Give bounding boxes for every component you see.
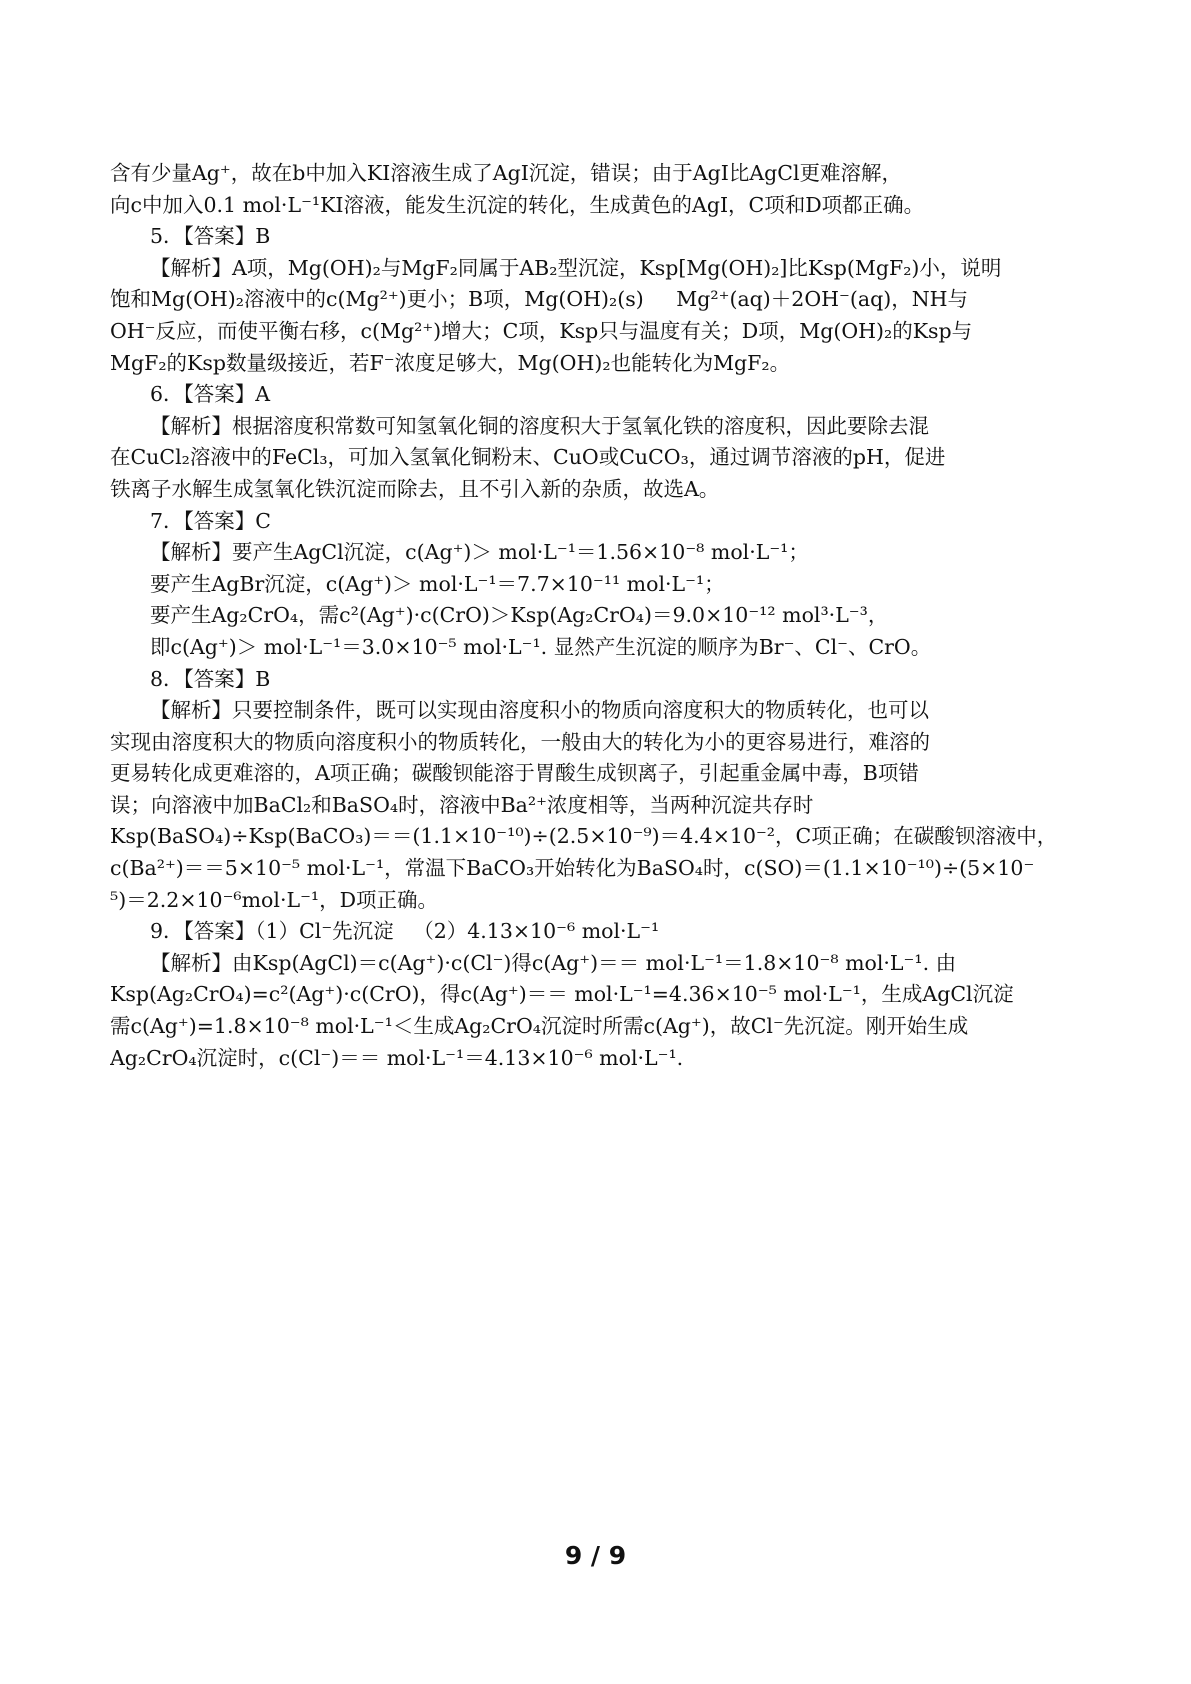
text-line: Ksp(BaSO₄)÷Ksp(BaCO₃)＝＝(1.1×10⁻¹⁰)÷(2.5×10⁻⁹)＝4.4×10⁻²，C项正确；在碳酸钡溶液中， [110, 824, 1058, 849]
text-line: ⁵)＝2.2×10⁻⁶mol·L⁻¹，D项正确。 [110, 887, 439, 912]
answer-heading: 5．【答案】B [150, 224, 271, 249]
text-line: 向c中加入0.1 mol·L⁻¹KI溶液，能发生沉淀的转化，生成黄色的AgI，C项和D项都正确。 [110, 192, 925, 217]
text-line: OH⁻反应，而使平衡右移，c(Mg²⁺)增大；C项，Ksp只与温度有关；D项，Mg(OH)₂的Ksp与 [110, 318, 973, 343]
analysis-line: 【解析】A项，Mg(OH)₂与MgF₂同属于AB₂型沉淀，Ksp[Mg(OH)₂]比Ksp(MgF₂)小，说明 [150, 255, 1002, 280]
text-line: 含有少量Ag⁺，故在b中加入KI溶液生成了AgI沉淀，错误；由于AgI比AgCl更难溶解， [110, 161, 903, 185]
answer-heading: 7．【答案】C [150, 508, 271, 533]
text-line: 误；向溶液中加BaCl₂和BaSO₄时，溶液中Ba²⁺浓度相等，当两种沉淀共存时 [110, 792, 814, 817]
document-body [110, 158, 1090, 1074]
page-number: 9 / 9 [564, 1541, 627, 1570]
text-line: 要产生AgBr沉淀，c(Ag⁺)＞ mol·L⁻¹＝7.7×10⁻¹¹ mol·L⁻¹； [150, 571, 725, 596]
analysis-line: 【解析】要产生AgCl沉淀，c(Ag⁺)＞ mol·L⁻¹＝1.56×10⁻⁸ mol·L⁻¹； [150, 540, 809, 565]
text-line: 在CuCl₂溶液中的FeCl₃，可加入氢氧化铜粉末、CuO或CuCO₃，通过调节溶液的pH，促进 [110, 445, 946, 470]
answer-heading: 6．【答案】A [150, 382, 271, 407]
text-line: 需c(Ag⁺)=1.8×10⁻⁸ mol·L⁻¹＜生成Ag₂CrO₄沉淀时所需c(Ag⁺)，故Cl⁻先沉淀。刚开始生成 [110, 1014, 969, 1039]
text-line: 实现由溶度积大的物质向溶度积小的物质转化，一般由大的转化为小的更容易进行，难溶的 [110, 729, 930, 754]
analysis-line: 【解析】根据溶度积常数可知氢氧化铜的溶度积大于氢氧化铁的溶度积，因此要除去混 [150, 413, 929, 438]
analysis-line: 【解析】由Ksp(AgCl)＝c(Ag⁺)·c(Cl⁻)得c(Ag⁺)＝＝ mol·L⁻¹＝1.8×10⁻⁸ mol·L⁻¹. 由 [150, 950, 957, 975]
text-line: 要产生Ag₂CrO₄，需c²(Ag⁺)·c(CrO)＞Ksp(Ag₂CrO₄)＝9.0×10⁻¹² mol³·L⁻³， [150, 603, 889, 628]
text-line: Ag₂CrO₄沉淀时，c(Cl⁻)＝＝ mol·L⁻¹＝4.13×10⁻⁶ mol·L⁻¹. [110, 1045, 684, 1070]
text-line: 更易转化成更难溶的，A项正确；碳酸钡能溶于胃酸生成钡离子，引起重金属中毒，B项错 [110, 761, 919, 786]
text-line: Ksp(Ag₂CrO₄)=c²(Ag⁺)·c(CrO)，得c(Ag⁺)＝＝ mol·L⁻¹=4.36×10⁻⁵ mol·L⁻¹，生成AgCl沉淀 [110, 982, 1014, 1007]
text-line: MgF₂的Ksp数量级接近，若F⁻浓度足够大，Mg(OH)₂也能转化为MgF₂。 [110, 350, 791, 375]
text-line: 铁离子水解生成氢氧化铁沉淀而除去，且不引入新的杂质，故选A。 [110, 476, 720, 501]
text-line: c(Ba²⁺)＝＝5×10⁻⁵ mol·L⁻¹，常温下BaCO₃开始转化为BaSO₄时，c(SO)＝(1.1×10⁻¹⁰)÷(5×10⁻ [110, 856, 1035, 881]
text-line: 即c(Ag⁺)＞ mol·L⁻¹＝3.0×10⁻⁵ mol·L⁻¹. 显然产生沉淀的顺序为Br⁻、Cl⁻、CrO。 [150, 634, 932, 659]
analysis-line: 【解析】只要控制条件，既可以实现由溶度积小的物质向溶度积大的物质转化，也可以 [150, 698, 929, 723]
text-line: 饱和Mg(OH)₂溶液中的c(Mg²⁺)更小；B项，Mg(OH)₂(s) Mg²⁺(aq)＋2OH⁻(aq)，NH与 [110, 287, 969, 312]
answer-heading: 9．【答案】（1）Cl⁻先沉淀 （2）4.13×10⁻⁶ mol·L⁻¹ [150, 919, 660, 944]
answer-heading: 8．【答案】B [150, 666, 271, 691]
